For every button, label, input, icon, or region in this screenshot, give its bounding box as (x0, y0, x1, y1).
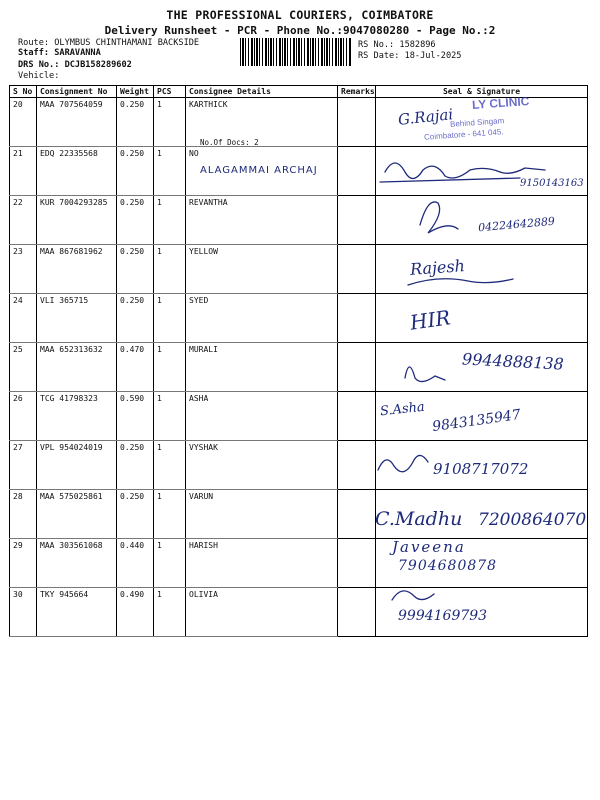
sig-name-29: Javeena (392, 538, 466, 556)
route-info: Route: OLYMBUS CHINTHAMANI BACKSIDE (18, 38, 200, 48)
row-remarks (338, 196, 376, 245)
row-pcs: 1 (154, 392, 186, 441)
row-pcs: 1 (154, 294, 186, 343)
row-consignment-no: MAA 707564059 (37, 98, 117, 147)
table-row (10, 294, 588, 343)
handwritten-consignee-note: ALAGAMMAI ARCHAJ (200, 165, 318, 176)
col-header-weight: Weight (117, 86, 154, 98)
row-weight: 0.250 (117, 147, 154, 196)
row-weight: 0.250 (117, 490, 154, 539)
row-consignee-name: OLIVIA (186, 588, 338, 637)
row-consignee-name: VYSHAK (186, 441, 338, 490)
row-pcs: 1 (154, 147, 186, 196)
row-consignee-name: MURALI (186, 343, 338, 392)
row-remarks (338, 147, 376, 196)
row-pcs: 1 (154, 343, 186, 392)
table-row (10, 588, 588, 637)
sig-name-26: S.Asha (379, 399, 426, 420)
vehicle-info: Vehicle: (18, 71, 60, 81)
row-sno: 28 (10, 490, 37, 539)
sig-name-24: HIR (408, 305, 452, 335)
row-remarks (338, 490, 376, 539)
row-consignment-no: MAA 867681962 (37, 245, 117, 294)
drs-number: DRS No.: DCJB158289602 (18, 60, 132, 70)
row-weight: 0.490 (117, 588, 154, 637)
clinic-stamp-city: Coimbatore - 641 045. (423, 127, 504, 142)
sig-phone-28: 7200864070 (478, 510, 587, 530)
page-title: THE PROFESSIONAL COURIERS, COIMBATORE (166, 8, 434, 22)
row-consignment-no: MAA 652313632 (37, 343, 117, 392)
clinic-stamp-address: Behind Singam (449, 116, 505, 129)
row-consignee-name: VARUN (186, 490, 338, 539)
col-header-sno: S No (10, 86, 37, 98)
row-pcs: 1 (154, 245, 186, 294)
row-remarks (338, 294, 376, 343)
row-consignee-name: HARISH (186, 539, 338, 588)
row-consignee-name: SYED (186, 294, 338, 343)
row-pcs: 1 (154, 441, 186, 490)
row-consignment-no: KUR 7004293285 (37, 196, 117, 245)
sig-phone-27: 9108717072 (433, 460, 529, 478)
page-subtitle: Delivery Runsheet - PCR - Phone No.:9047080280 - Page No.:2 (104, 24, 496, 37)
row-consignment-no: TKY 945664 (37, 588, 117, 637)
sig-phone-26: 9843135947 (431, 406, 522, 436)
row-consignment-no: VLI 365715 (37, 294, 117, 343)
row-consignee-name: YELLOW (186, 245, 338, 294)
row-consignee-name: NO (186, 147, 338, 196)
row-sno: 25 (10, 343, 37, 392)
row-sno: 20 (10, 98, 37, 147)
sig-phone-21: 9150143163 (520, 178, 584, 189)
col-header-remarks: Remarks (338, 86, 376, 98)
col-header-pcs: PCS (154, 86, 186, 98)
rs-number: RS No.: 1582896 (358, 40, 436, 50)
col-header-signature: Seal & Signature (376, 86, 588, 98)
sig-phone-29: 7904680878 (398, 558, 498, 574)
row-remarks (338, 343, 376, 392)
row-consignee-name: KARTHICK (186, 98, 338, 147)
row-weight: 0.250 (117, 196, 154, 245)
row-sno: 22 (10, 196, 37, 245)
row-consignment-no: MAA 303561068 (37, 539, 117, 588)
row-weight: 0.250 (117, 294, 154, 343)
row-sno: 23 (10, 245, 37, 294)
docs-count: No.Of Docs: 2 (200, 138, 259, 147)
row-remarks (338, 392, 376, 441)
sig-name-20: G.Rajai (397, 105, 454, 129)
sig-phone-22: 04224642889 (477, 214, 556, 235)
row-consignee-name: REVANTHA (186, 196, 338, 245)
col-header-consignee: Consignee Details (186, 86, 338, 98)
sig-phone-25: 9944888138 (461, 349, 565, 374)
row-weight: 0.470 (117, 343, 154, 392)
row-pcs: 1 (154, 98, 186, 147)
row-consignment-no: EDQ 22335568 (37, 147, 117, 196)
row-weight: 0.250 (117, 441, 154, 490)
row-remarks (338, 245, 376, 294)
row-pcs: 1 (154, 196, 186, 245)
sig-name-23: Rajesh (409, 256, 466, 279)
clinic-stamp: LY CLINIC (471, 94, 530, 112)
row-consignment-no: VPL 954024019 (37, 441, 117, 490)
row-consignment-no: TCG 41798323 (37, 392, 117, 441)
barcode (240, 38, 352, 66)
row-signature (376, 245, 588, 294)
row-remarks (338, 588, 376, 637)
sig-name-28: C.Madhu (375, 508, 463, 530)
row-weight: 0.250 (117, 98, 154, 147)
col-header-consignment: Consignment No (37, 86, 117, 98)
row-pcs: 1 (154, 588, 186, 637)
rs-date: RS Date: 18-Jul-2025 (358, 51, 462, 61)
table-row (10, 539, 588, 588)
row-weight: 0.590 (117, 392, 154, 441)
row-remarks (338, 98, 376, 147)
row-sno: 21 (10, 147, 37, 196)
row-sno: 29 (10, 539, 37, 588)
row-remarks (338, 539, 376, 588)
row-sno: 24 (10, 294, 37, 343)
row-remarks (338, 441, 376, 490)
row-consignment-no: MAA 575025861 (37, 490, 117, 539)
row-signature (376, 294, 588, 343)
row-pcs: 1 (154, 490, 186, 539)
row-weight: 0.250 (117, 245, 154, 294)
row-pcs: 1 (154, 539, 186, 588)
row-sno: 27 (10, 441, 37, 490)
row-weight: 0.440 (117, 539, 154, 588)
row-consignee-name: ASHA (186, 392, 338, 441)
staff-info: Staff: SARAVANNA (18, 48, 101, 58)
table-row (10, 245, 588, 294)
row-sno: 26 (10, 392, 37, 441)
sig-phone-30: 9994169793 (398, 608, 488, 624)
row-sno: 30 (10, 588, 37, 637)
